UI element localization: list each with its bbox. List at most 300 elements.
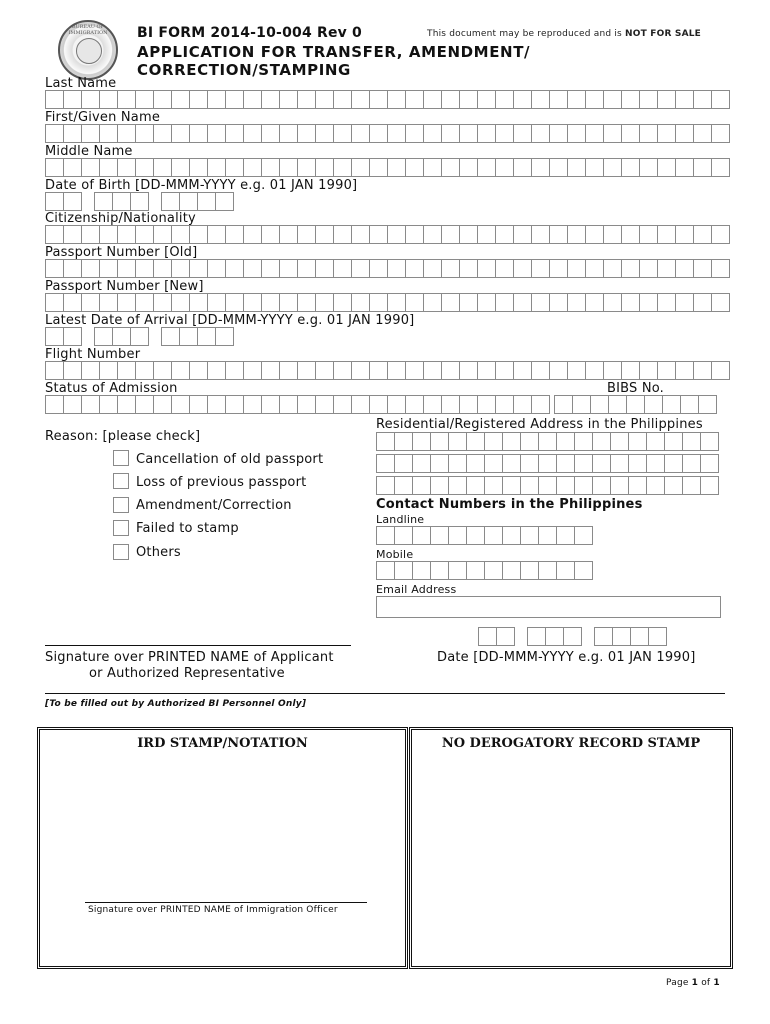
input-box[interactable] bbox=[189, 158, 207, 177]
input-box[interactable] bbox=[333, 259, 351, 278]
input-box[interactable] bbox=[261, 225, 279, 244]
input-box[interactable] bbox=[153, 90, 171, 109]
input-box[interactable] bbox=[351, 293, 369, 312]
input-box[interactable] bbox=[441, 124, 459, 143]
input-box[interactable] bbox=[430, 476, 448, 495]
input-box[interactable] bbox=[333, 158, 351, 177]
input-box[interactable] bbox=[405, 293, 423, 312]
input-box[interactable] bbox=[117, 225, 135, 244]
input-box[interactable] bbox=[477, 158, 495, 177]
input-box[interactable] bbox=[567, 361, 585, 380]
input-box[interactable] bbox=[477, 259, 495, 278]
input-box[interactable] bbox=[45, 158, 63, 177]
input-box[interactable] bbox=[549, 293, 567, 312]
input-box[interactable] bbox=[197, 192, 215, 211]
input-box[interactable] bbox=[351, 225, 369, 244]
input-box[interactable] bbox=[538, 432, 556, 451]
input-box[interactable] bbox=[466, 526, 484, 545]
input-box[interactable] bbox=[351, 124, 369, 143]
input-box[interactable] bbox=[130, 327, 149, 346]
middle-name-boxes[interactable] bbox=[45, 158, 730, 177]
input-box[interactable] bbox=[646, 454, 664, 473]
input-box[interactable] bbox=[412, 454, 430, 473]
input-box[interactable] bbox=[99, 90, 117, 109]
input-box[interactable] bbox=[459, 259, 477, 278]
input-box[interactable] bbox=[315, 124, 333, 143]
passport-new-boxes[interactable] bbox=[45, 293, 730, 312]
input-box[interactable] bbox=[243, 259, 261, 278]
input-box[interactable] bbox=[531, 395, 550, 414]
input-box[interactable] bbox=[513, 395, 531, 414]
input-box[interactable] bbox=[567, 259, 585, 278]
input-box[interactable] bbox=[99, 293, 117, 312]
input-box[interactable] bbox=[502, 476, 520, 495]
input-box[interactable] bbox=[520, 454, 538, 473]
input-box[interactable] bbox=[484, 454, 502, 473]
input-box[interactable] bbox=[495, 158, 513, 177]
input-box[interactable] bbox=[603, 124, 621, 143]
input-box[interactable] bbox=[556, 561, 574, 580]
input-box[interactable] bbox=[45, 124, 63, 143]
input-box[interactable] bbox=[297, 90, 315, 109]
input-box[interactable] bbox=[657, 90, 675, 109]
input-box[interactable] bbox=[405, 259, 423, 278]
input-box[interactable] bbox=[639, 158, 657, 177]
input-box[interactable] bbox=[333, 124, 351, 143]
input-box[interactable] bbox=[45, 259, 63, 278]
input-box[interactable] bbox=[574, 454, 592, 473]
input-box[interactable] bbox=[592, 432, 610, 451]
input-box[interactable] bbox=[99, 259, 117, 278]
input-box[interactable] bbox=[711, 124, 730, 143]
input-box[interactable] bbox=[297, 158, 315, 177]
input-box[interactable] bbox=[369, 395, 387, 414]
reason-checkbox-cancellation[interactable] bbox=[113, 450, 129, 466]
input-box[interactable] bbox=[225, 225, 243, 244]
ird-stamp-box[interactable] bbox=[37, 727, 408, 969]
input-box[interactable] bbox=[423, 293, 441, 312]
input-box[interactable] bbox=[387, 395, 405, 414]
input-box[interactable] bbox=[657, 361, 675, 380]
input-box[interactable] bbox=[567, 293, 585, 312]
input-box[interactable] bbox=[405, 90, 423, 109]
input-box[interactable] bbox=[693, 90, 711, 109]
input-box[interactable] bbox=[495, 395, 513, 414]
input-box[interactable] bbox=[484, 561, 502, 580]
input-box[interactable] bbox=[405, 158, 423, 177]
passport-old-boxes[interactable] bbox=[45, 259, 730, 278]
input-box[interactable] bbox=[621, 361, 639, 380]
input-box[interactable] bbox=[549, 361, 567, 380]
input-box[interactable] bbox=[81, 259, 99, 278]
no-derogatory-record-stamp-box[interactable] bbox=[409, 727, 733, 969]
input-box[interactable] bbox=[448, 561, 466, 580]
input-box[interactable] bbox=[657, 259, 675, 278]
input-box[interactable] bbox=[279, 293, 297, 312]
input-box[interactable] bbox=[448, 432, 466, 451]
input-box[interactable] bbox=[502, 454, 520, 473]
input-box[interactable] bbox=[207, 293, 225, 312]
input-box[interactable] bbox=[495, 90, 513, 109]
input-box[interactable] bbox=[243, 124, 261, 143]
input-box[interactable] bbox=[520, 432, 538, 451]
input-box[interactable] bbox=[646, 432, 664, 451]
input-box[interactable] bbox=[531, 259, 549, 278]
input-box[interactable] bbox=[513, 90, 531, 109]
box-group[interactable] bbox=[94, 192, 149, 211]
input-box[interactable] bbox=[603, 158, 621, 177]
input-box[interactable] bbox=[99, 395, 117, 414]
input-box[interactable] bbox=[225, 124, 243, 143]
input-box[interactable] bbox=[477, 225, 495, 244]
input-box[interactable] bbox=[502, 526, 520, 545]
input-box[interactable] bbox=[63, 395, 81, 414]
input-box[interactable] bbox=[117, 361, 135, 380]
input-box[interactable] bbox=[592, 454, 610, 473]
input-box[interactable] bbox=[179, 192, 197, 211]
input-box[interactable] bbox=[621, 158, 639, 177]
input-box[interactable] bbox=[478, 627, 496, 646]
input-box[interactable] bbox=[657, 225, 675, 244]
input-box[interactable] bbox=[628, 476, 646, 495]
input-box[interactable] bbox=[161, 192, 179, 211]
reason-checkbox-amendment[interactable] bbox=[113, 497, 129, 513]
input-box[interactable] bbox=[99, 158, 117, 177]
input-box[interactable] bbox=[387, 259, 405, 278]
input-box[interactable] bbox=[644, 395, 662, 414]
input-box[interactable] bbox=[448, 526, 466, 545]
input-box[interactable] bbox=[531, 158, 549, 177]
input-box[interactable] bbox=[135, 361, 153, 380]
input-box[interactable] bbox=[189, 225, 207, 244]
input-box[interactable] bbox=[603, 90, 621, 109]
input-box[interactable] bbox=[189, 361, 207, 380]
input-box[interactable] bbox=[171, 90, 189, 109]
input-box[interactable] bbox=[279, 395, 297, 414]
bibs-no-boxes[interactable] bbox=[554, 395, 717, 414]
input-box[interactable] bbox=[225, 395, 243, 414]
input-box[interactable] bbox=[603, 259, 621, 278]
input-box[interactable] bbox=[207, 395, 225, 414]
input-box[interactable] bbox=[117, 293, 135, 312]
input-box[interactable] bbox=[171, 158, 189, 177]
input-box[interactable] bbox=[590, 395, 608, 414]
input-box[interactable] bbox=[567, 158, 585, 177]
date-of-birth-boxes[interactable] bbox=[45, 192, 246, 211]
input-box[interactable] bbox=[459, 225, 477, 244]
box-group[interactable] bbox=[45, 192, 82, 211]
input-box[interactable] bbox=[315, 361, 333, 380]
input-box[interactable] bbox=[207, 124, 225, 143]
input-box[interactable] bbox=[117, 259, 135, 278]
box-group[interactable] bbox=[94, 327, 149, 346]
input-box[interactable] bbox=[682, 476, 700, 495]
input-box[interactable] bbox=[225, 293, 243, 312]
input-box[interactable] bbox=[279, 124, 297, 143]
input-box[interactable] bbox=[81, 158, 99, 177]
input-box[interactable] bbox=[81, 293, 99, 312]
input-box[interactable] bbox=[495, 293, 513, 312]
input-box[interactable] bbox=[261, 124, 279, 143]
input-box[interactable] bbox=[423, 124, 441, 143]
input-box[interactable] bbox=[112, 327, 130, 346]
input-box[interactable] bbox=[333, 90, 351, 109]
input-box[interactable] bbox=[513, 158, 531, 177]
input-box[interactable] bbox=[81, 124, 99, 143]
input-box[interactable] bbox=[243, 395, 261, 414]
input-box[interactable] bbox=[574, 526, 593, 545]
input-box[interactable] bbox=[477, 293, 495, 312]
input-box[interactable] bbox=[700, 432, 719, 451]
input-box[interactable] bbox=[215, 327, 234, 346]
input-box[interactable] bbox=[423, 259, 441, 278]
input-box[interactable] bbox=[448, 454, 466, 473]
input-box[interactable] bbox=[675, 225, 693, 244]
input-box[interactable] bbox=[45, 395, 63, 414]
input-box[interactable] bbox=[45, 327, 63, 346]
input-box[interactable] bbox=[700, 454, 719, 473]
input-box[interactable] bbox=[171, 293, 189, 312]
input-box[interactable] bbox=[189, 124, 207, 143]
input-box[interactable] bbox=[441, 225, 459, 244]
input-box[interactable] bbox=[527, 627, 545, 646]
input-box[interactable] bbox=[520, 476, 538, 495]
input-box[interactable] bbox=[502, 561, 520, 580]
input-box[interactable] bbox=[405, 395, 423, 414]
input-box[interactable] bbox=[45, 361, 63, 380]
input-box[interactable] bbox=[405, 361, 423, 380]
input-box[interactable] bbox=[594, 627, 612, 646]
email-input[interactable] bbox=[376, 596, 721, 618]
reason-checkbox-failed-to-stamp[interactable] bbox=[113, 520, 129, 536]
input-box[interactable] bbox=[412, 432, 430, 451]
input-box[interactable] bbox=[351, 90, 369, 109]
input-box[interactable] bbox=[315, 225, 333, 244]
input-box[interactable] bbox=[585, 225, 603, 244]
input-box[interactable] bbox=[574, 561, 593, 580]
mobile-boxes[interactable] bbox=[376, 561, 593, 580]
input-box[interactable] bbox=[657, 124, 675, 143]
input-box[interactable] bbox=[423, 225, 441, 244]
input-box[interactable] bbox=[99, 225, 117, 244]
input-box[interactable] bbox=[153, 293, 171, 312]
input-box[interactable] bbox=[369, 259, 387, 278]
input-box[interactable] bbox=[585, 158, 603, 177]
input-box[interactable] bbox=[531, 225, 549, 244]
input-box[interactable] bbox=[621, 124, 639, 143]
input-box[interactable] bbox=[538, 476, 556, 495]
input-box[interactable] bbox=[387, 225, 405, 244]
input-box[interactable] bbox=[394, 561, 412, 580]
input-box[interactable] bbox=[135, 90, 153, 109]
input-box[interactable] bbox=[387, 293, 405, 312]
input-box[interactable] bbox=[603, 293, 621, 312]
input-box[interactable] bbox=[369, 158, 387, 177]
input-box[interactable] bbox=[495, 361, 513, 380]
signature-date-boxes[interactable] bbox=[478, 627, 679, 646]
input-box[interactable] bbox=[513, 361, 531, 380]
input-box[interactable] bbox=[531, 124, 549, 143]
input-box[interactable] bbox=[664, 432, 682, 451]
input-box[interactable] bbox=[387, 124, 405, 143]
input-box[interactable] bbox=[243, 158, 261, 177]
input-box[interactable] bbox=[297, 225, 315, 244]
input-box[interactable] bbox=[603, 225, 621, 244]
input-box[interactable] bbox=[628, 432, 646, 451]
input-box[interactable] bbox=[171, 225, 189, 244]
input-box[interactable] bbox=[261, 259, 279, 278]
input-box[interactable] bbox=[711, 225, 730, 244]
input-box[interactable] bbox=[63, 361, 81, 380]
input-box[interactable] bbox=[639, 293, 657, 312]
input-box[interactable] bbox=[531, 90, 549, 109]
input-box[interactable] bbox=[369, 293, 387, 312]
input-box[interactable] bbox=[448, 476, 466, 495]
input-box[interactable] bbox=[387, 90, 405, 109]
input-box[interactable] bbox=[513, 124, 531, 143]
landline-boxes[interactable] bbox=[376, 526, 593, 545]
input-box[interactable] bbox=[412, 526, 430, 545]
input-box[interactable] bbox=[225, 90, 243, 109]
input-box[interactable] bbox=[621, 259, 639, 278]
input-box[interactable] bbox=[610, 476, 628, 495]
input-box[interactable] bbox=[496, 627, 515, 646]
last-name-boxes[interactable] bbox=[45, 90, 730, 109]
input-box[interactable] bbox=[662, 395, 680, 414]
input-box[interactable] bbox=[261, 361, 279, 380]
input-box[interactable] bbox=[549, 259, 567, 278]
input-box[interactable] bbox=[369, 361, 387, 380]
input-box[interactable] bbox=[531, 361, 549, 380]
input-box[interactable] bbox=[693, 124, 711, 143]
input-box[interactable] bbox=[711, 293, 730, 312]
input-box[interactable] bbox=[459, 90, 477, 109]
input-box[interactable] bbox=[621, 225, 639, 244]
input-box[interactable] bbox=[376, 454, 394, 473]
input-box[interactable] bbox=[99, 124, 117, 143]
input-box[interactable] bbox=[675, 158, 693, 177]
input-box[interactable] bbox=[585, 124, 603, 143]
input-box[interactable] bbox=[405, 124, 423, 143]
input-box[interactable] bbox=[179, 327, 197, 346]
input-box[interactable] bbox=[117, 124, 135, 143]
input-box[interactable] bbox=[387, 361, 405, 380]
input-box[interactable] bbox=[502, 432, 520, 451]
input-box[interactable] bbox=[639, 259, 657, 278]
input-box[interactable] bbox=[171, 395, 189, 414]
input-box[interactable] bbox=[81, 395, 99, 414]
box-group[interactable] bbox=[161, 192, 234, 211]
input-box[interactable] bbox=[682, 454, 700, 473]
input-box[interactable] bbox=[63, 225, 81, 244]
input-box[interactable] bbox=[243, 90, 261, 109]
input-box[interactable] bbox=[574, 432, 592, 451]
input-box[interactable] bbox=[608, 395, 626, 414]
address-boxes-line1[interactable] bbox=[376, 432, 719, 451]
input-box[interactable] bbox=[423, 90, 441, 109]
input-box[interactable] bbox=[657, 158, 675, 177]
input-box[interactable] bbox=[430, 526, 448, 545]
input-box[interactable] bbox=[279, 259, 297, 278]
input-box[interactable] bbox=[189, 90, 207, 109]
input-box[interactable] bbox=[171, 259, 189, 278]
input-box[interactable] bbox=[207, 259, 225, 278]
input-box[interactable] bbox=[621, 90, 639, 109]
input-box[interactable] bbox=[466, 561, 484, 580]
input-box[interactable] bbox=[693, 361, 711, 380]
input-box[interactable] bbox=[610, 454, 628, 473]
input-box[interactable] bbox=[441, 259, 459, 278]
input-box[interactable] bbox=[315, 293, 333, 312]
input-box[interactable] bbox=[405, 225, 423, 244]
input-box[interactable] bbox=[664, 476, 682, 495]
input-box[interactable] bbox=[45, 225, 63, 244]
input-box[interactable] bbox=[45, 293, 63, 312]
input-box[interactable] bbox=[466, 476, 484, 495]
input-box[interactable] bbox=[430, 432, 448, 451]
input-box[interactable] bbox=[477, 361, 495, 380]
input-box[interactable] bbox=[189, 259, 207, 278]
input-box[interactable] bbox=[585, 259, 603, 278]
input-box[interactable] bbox=[585, 293, 603, 312]
input-box[interactable] bbox=[585, 361, 603, 380]
input-box[interactable] bbox=[693, 158, 711, 177]
input-box[interactable] bbox=[675, 361, 693, 380]
input-box[interactable] bbox=[333, 293, 351, 312]
input-box[interactable] bbox=[556, 476, 574, 495]
input-box[interactable] bbox=[592, 476, 610, 495]
input-box[interactable] bbox=[135, 259, 153, 278]
input-box[interactable] bbox=[477, 124, 495, 143]
input-box[interactable] bbox=[459, 293, 477, 312]
input-box[interactable] bbox=[243, 293, 261, 312]
box-group[interactable] bbox=[594, 627, 667, 646]
input-box[interactable] bbox=[441, 293, 459, 312]
address-boxes-line2[interactable] bbox=[376, 454, 719, 473]
input-box[interactable] bbox=[153, 259, 171, 278]
input-box[interactable] bbox=[394, 526, 412, 545]
input-box[interactable] bbox=[63, 90, 81, 109]
input-box[interactable] bbox=[297, 124, 315, 143]
input-box[interactable] bbox=[94, 192, 112, 211]
input-box[interactable] bbox=[63, 192, 82, 211]
input-box[interactable] bbox=[376, 476, 394, 495]
input-box[interactable] bbox=[297, 361, 315, 380]
input-box[interactable] bbox=[225, 158, 243, 177]
input-box[interactable] bbox=[423, 158, 441, 177]
input-box[interactable] bbox=[394, 432, 412, 451]
input-box[interactable] bbox=[459, 361, 477, 380]
input-box[interactable] bbox=[711, 361, 730, 380]
input-box[interactable] bbox=[563, 627, 582, 646]
input-box[interactable] bbox=[112, 192, 130, 211]
input-box[interactable] bbox=[459, 124, 477, 143]
input-box[interactable] bbox=[376, 561, 394, 580]
input-box[interactable] bbox=[261, 395, 279, 414]
input-box[interactable] bbox=[297, 293, 315, 312]
input-box[interactable] bbox=[130, 192, 149, 211]
input-box[interactable] bbox=[261, 158, 279, 177]
input-box[interactable] bbox=[207, 225, 225, 244]
input-box[interactable] bbox=[549, 90, 567, 109]
input-box[interactable] bbox=[315, 395, 333, 414]
input-box[interactable] bbox=[556, 526, 574, 545]
input-box[interactable] bbox=[94, 327, 112, 346]
input-box[interactable] bbox=[441, 361, 459, 380]
input-box[interactable] bbox=[603, 361, 621, 380]
input-box[interactable] bbox=[567, 124, 585, 143]
input-box[interactable] bbox=[520, 561, 538, 580]
